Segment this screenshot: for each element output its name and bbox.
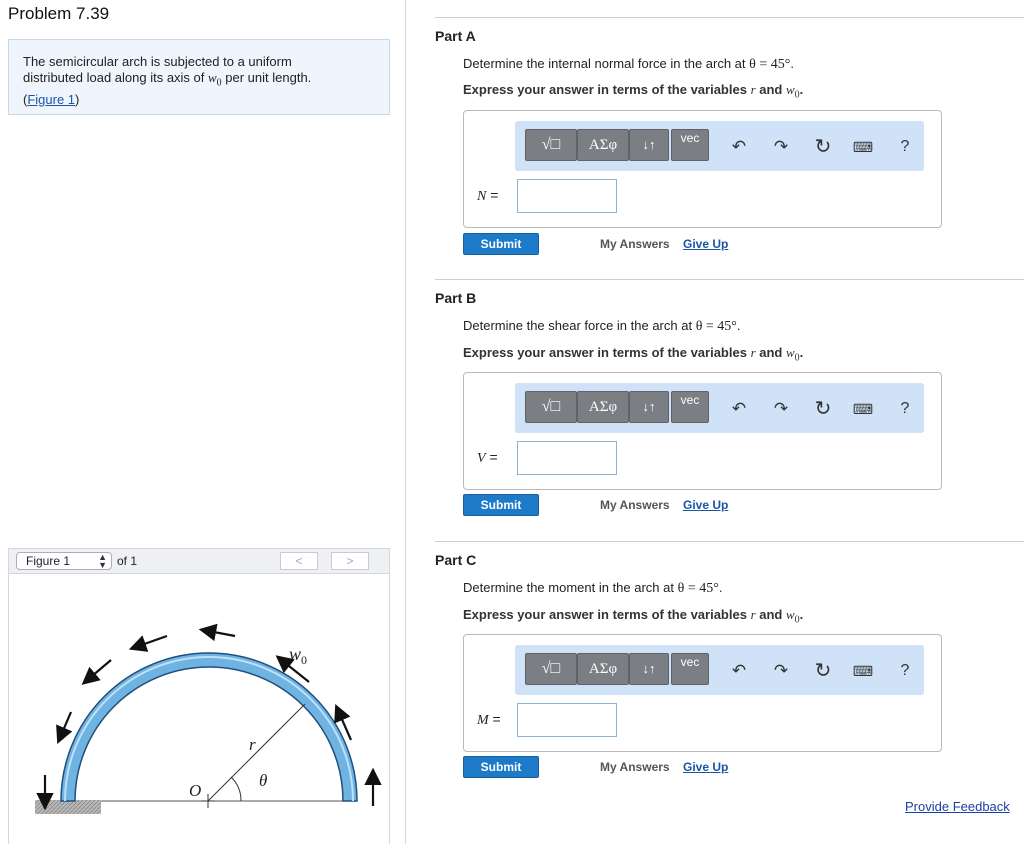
reset-icon[interactable]: ↻ — [814, 136, 832, 158]
help-icon[interactable]: ? — [900, 662, 910, 679]
math-toolbar — [515, 121, 924, 171]
problem-text-line2: distributed load along its axis of $w_0$ per unit length. — [23, 70, 312, 89]
load-arrow — [133, 636, 167, 648]
part-label: Part C — [435, 552, 477, 568]
figure-select-value: Figure 1 — [26, 554, 71, 568]
sub-superscript-button[interactable]: ↓↑ — [629, 391, 669, 423]
problem-panel — [0, 0, 406, 844]
part-c — [435, 541, 1024, 803]
submit-button[interactable]: Submit — [463, 494, 539, 516]
part-b — [435, 279, 1024, 541]
part-label: Part B — [435, 290, 477, 306]
part-a — [435, 17, 1024, 279]
undo-icon[interactable]: ↶ — [731, 661, 747, 680]
variable-label: M = — [477, 711, 501, 728]
sub-superscript-button[interactable]: ↓↑ — [629, 653, 669, 685]
reset-icon[interactable]: ↻ — [814, 398, 832, 420]
templates-button[interactable]: √□ — [525, 653, 577, 685]
previous-figure-button[interactable]: < — [280, 552, 318, 570]
help-icon[interactable]: ? — [900, 138, 910, 155]
part-divider — [435, 17, 1024, 18]
math-toolbar — [515, 645, 924, 695]
answer-input[interactable] — [517, 441, 617, 475]
keyboard-icon[interactable]: ⌨ — [852, 139, 874, 155]
problem-title: Problem 7.39 — [8, 4, 110, 23]
my-answers-link[interactable]: My Answers — [600, 237, 670, 251]
radius-line — [208, 704, 305, 801]
angle-arc — [231, 777, 241, 801]
question-text: Determine the moment in the arch at θ = 45°. — [463, 580, 723, 596]
figure-link[interactable]: Figure 1 — [27, 91, 76, 107]
instruction-text: Express your answer in terms of the variables r and $w_0$. — [463, 607, 804, 626]
figure-area — [8, 574, 390, 844]
select-spinner-icon: ▲ ▼ — [98, 552, 107, 570]
answer-box — [463, 634, 942, 752]
answer-box — [463, 110, 942, 228]
load-label: $w_0$ — [289, 644, 308, 667]
figure-count: of 1 — [117, 554, 138, 568]
give-up-link[interactable]: Give Up — [683, 498, 729, 512]
keyboard-icon[interactable]: ⌨ — [852, 401, 874, 417]
sub-superscript-button[interactable]: ↓↑ — [629, 129, 669, 161]
give-up-link[interactable]: Give Up — [683, 237, 729, 251]
load-arrow — [203, 630, 235, 636]
problem-statement — [8, 39, 390, 115]
redo-icon[interactable]: ↷ — [773, 399, 789, 418]
semicircular-arch-figure — [9, 574, 389, 844]
vector-button[interactable]: vec — [671, 391, 709, 423]
part-divider — [435, 279, 1024, 280]
arch-highlight — [65, 657, 353, 801]
load-arrow — [59, 712, 71, 740]
vector-button[interactable]: vec — [671, 129, 709, 161]
figure-navigation-bar — [8, 548, 390, 574]
submit-button[interactable]: Submit — [463, 756, 539, 778]
math-toolbar — [515, 383, 924, 433]
templates-button[interactable]: √□ — [525, 391, 577, 423]
redo-icon[interactable]: ↷ — [773, 661, 789, 680]
answer-box — [463, 372, 942, 490]
templates-button[interactable]: √□ — [525, 129, 577, 161]
greek-symbols-button[interactable]: ΑΣφ — [577, 653, 629, 685]
question-text: Determine the internal normal force in the arch at θ = 45°. — [463, 56, 794, 72]
answer-input[interactable] — [517, 179, 617, 213]
radius-label: r — [249, 735, 256, 754]
greek-symbols-button[interactable]: ΑΣφ — [577, 129, 629, 161]
problem-text-line1: The semicircular arch is subjected to a uniform — [23, 54, 292, 69]
variable-label: V = — [477, 449, 498, 466]
my-answers-link[interactable]: My Answers — [600, 760, 670, 774]
help-icon[interactable]: ? — [900, 400, 910, 417]
next-figure-button[interactable]: > — [331, 552, 369, 570]
figure-select[interactable] — [16, 552, 112, 570]
give-up-link[interactable]: Give Up — [683, 760, 729, 774]
part-label: Part A — [435, 28, 476, 44]
instruction-text: Express your answer in terms of the variables r and $w_0$. — [463, 82, 804, 101]
question-text: Determine the shear force in the arch at θ = 45°. — [463, 318, 741, 334]
figure-link-line: (Figure 1) — [23, 91, 80, 107]
variable-label: N = — [477, 187, 499, 204]
answer-input[interactable] — [517, 703, 617, 737]
instruction-text: Express your answer in terms of the variables r and $w_0$. — [463, 345, 804, 364]
redo-icon[interactable]: ↷ — [773, 137, 789, 156]
vector-button[interactable]: vec — [671, 653, 709, 685]
origin-label: O — [189, 781, 202, 800]
part-divider — [435, 541, 1024, 542]
greek-symbols-button[interactable]: ΑΣφ — [577, 391, 629, 423]
provide-feedback-link[interactable]: Provide Feedback — [905, 799, 1010, 814]
arch-body — [61, 653, 357, 801]
reset-icon[interactable]: ↻ — [814, 660, 832, 682]
angle-label: θ — [259, 771, 268, 790]
keyboard-icon[interactable]: ⌨ — [852, 663, 874, 679]
undo-icon[interactable]: ↶ — [731, 137, 747, 156]
my-answers-link[interactable]: My Answers — [600, 498, 670, 512]
load-variable: w — [208, 70, 217, 85]
undo-icon[interactable]: ↶ — [731, 399, 747, 418]
load-arrow — [85, 660, 111, 682]
submit-button[interactable]: Submit — [463, 233, 539, 255]
